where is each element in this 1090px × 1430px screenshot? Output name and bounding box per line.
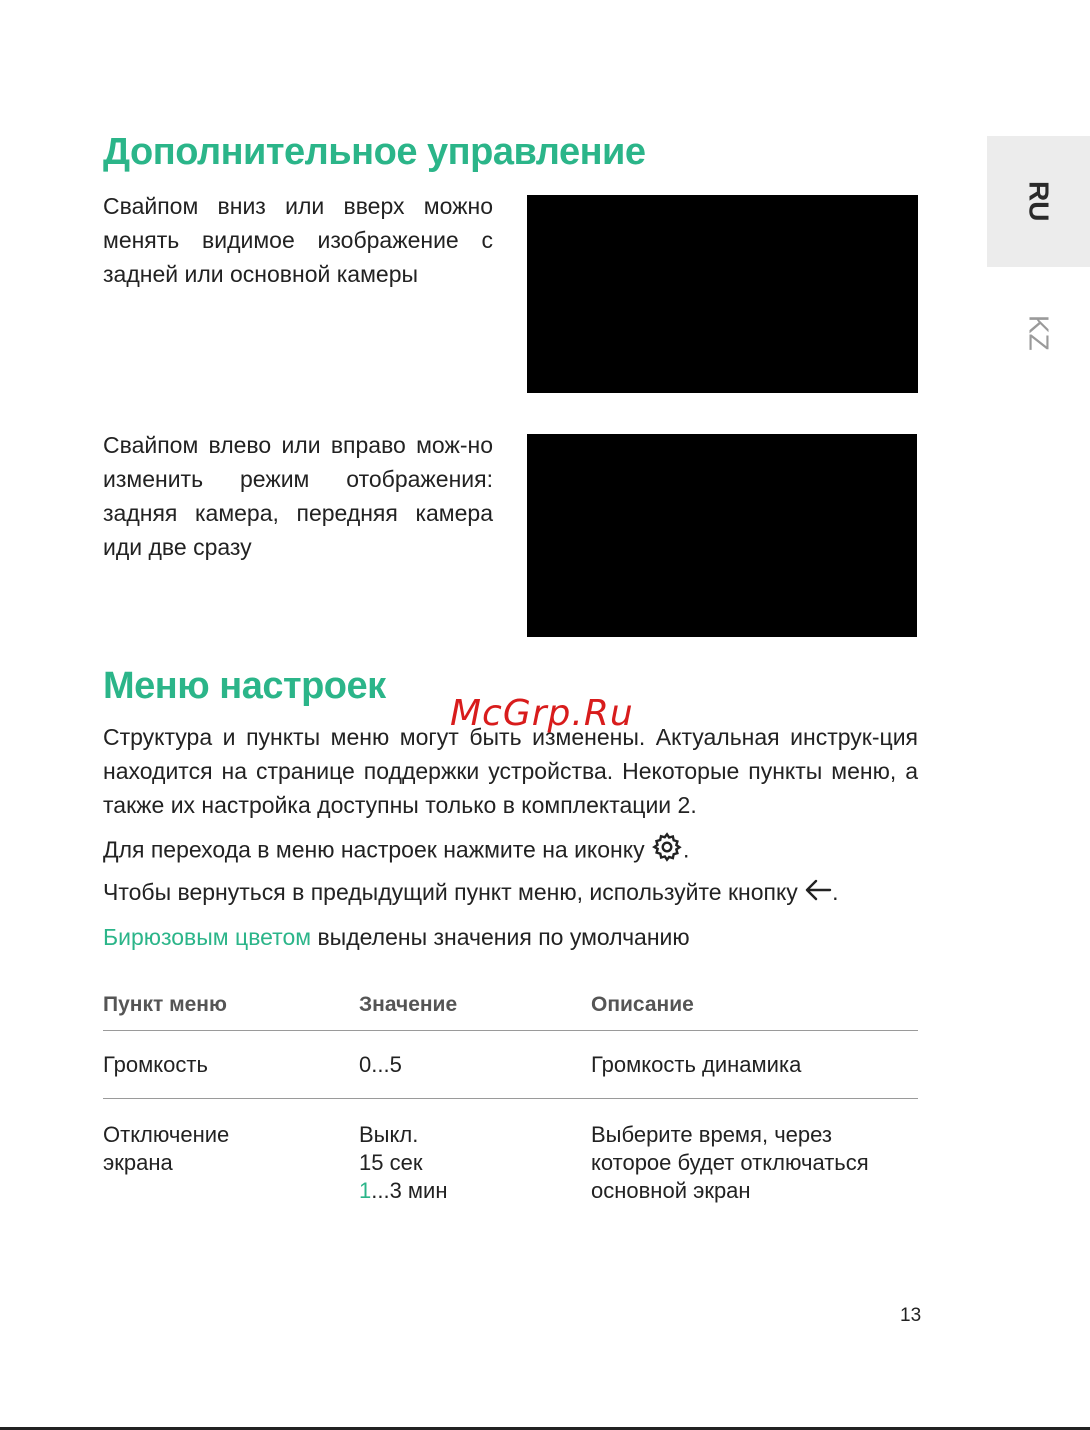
back-instruction-text: Чтобы вернуться в предыдущий пункт меню, используйте кнопку <box>103 879 798 905</box>
row-screen-off-item-line1: Отключение <box>103 1122 230 1147</box>
settings-instruction-text: Для перехода в меню настроек нажмите на иконку <box>103 836 645 863</box>
page-number: 13 <box>900 1305 922 1326</box>
table-row <box>103 1031 918 1099</box>
lang-label-kz: KZ <box>1023 314 1055 351</box>
row-screen-off-value-line2: 15 сек <box>359 1150 423 1175</box>
settings-instruction-end: . <box>682 836 690 863</box>
row-screen-off-desc-line3: основной экран <box>591 1178 751 1203</box>
row-screen-off-desc-line2: которое будет отключаться <box>591 1150 869 1175</box>
row-screen-off-desc-line1: Выберите время, через <box>591 1122 832 1147</box>
language-tabs <box>987 136 1090 398</box>
header-description: Описание <box>591 993 694 1016</box>
section-title-settings-menu: Меню настроек <box>103 665 386 707</box>
back-instruction-end: . <box>832 879 839 905</box>
row-screen-off-item <box>103 1121 359 1205</box>
row-screen-off-item-line2: экрана <box>103 1150 173 1175</box>
lang-tab-ru[interactable] <box>987 136 1090 267</box>
table-row <box>103 1099 918 1205</box>
row-screen-off-value-line3-rest: ...3 мин <box>371 1178 448 1203</box>
camera-image-placeholder-1 <box>527 195 918 393</box>
section-title-additional-control: Дополнительное управление <box>103 131 646 173</box>
watermark: McGrp.Ru <box>450 693 634 734</box>
row-volume-desc: Громкость динамика <box>591 1052 802 1077</box>
back-instruction-line <box>103 875 918 911</box>
settings-instruction-line <box>103 831 918 872</box>
table-header <box>103 988 918 1031</box>
settings-intro-text: Структура и пункты меню могут быть изменены. Актуальная инструк-ция находится на странице поддержки устройства. Некоторые пункты меню, а также их настройка доступны только в комплектации 2. <box>103 724 918 818</box>
default-values-note <box>103 920 918 954</box>
default-rest-text: выделены значения по умолчанию <box>311 924 690 950</box>
row-screen-off-desc <box>591 1121 918 1205</box>
row-screen-off-value-line3 <box>359 1177 591 1205</box>
arrow-left-icon <box>804 877 832 911</box>
header-menu-item: Пункт меню <box>103 993 227 1016</box>
row-volume-item: Громкость <box>103 1052 208 1077</box>
swipe-horizontal-text: Свайпом влево или вправо мож-но изменить режим отображения: задняя камера, передняя камера иди две сразу <box>103 432 493 560</box>
row-screen-off-value-line1: Выкл. <box>359 1122 419 1147</box>
default-highlight-text: Бирюзовым цветом <box>103 924 312 950</box>
header-value: Значение <box>359 993 458 1016</box>
gear-icon <box>651 831 683 872</box>
default-value-highlight: 1 <box>359 1178 372 1203</box>
row-volume-value: 0...5 <box>359 1052 402 1077</box>
row-screen-off-value <box>359 1121 591 1205</box>
camera-image-placeholder-2 <box>527 434 917 637</box>
settings-table <box>103 988 918 1205</box>
lang-tab-kz[interactable] <box>987 267 1090 398</box>
lang-label-ru: RU <box>1023 181 1055 222</box>
swipe-vertical-text: Свайпом вниз или вверх можно менять видимое изображение с задней или основной камеры <box>103 193 493 287</box>
